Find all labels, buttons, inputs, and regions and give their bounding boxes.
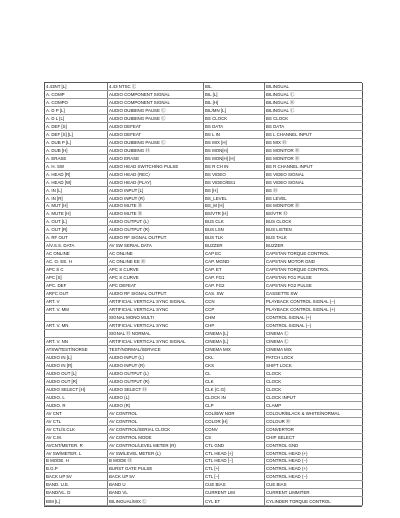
abbreviation-table <box>44 83 363 506</box>
abbreviation-cell: CTL GND <box>204 441 265 449</box>
table-row <box>45 417 363 425</box>
meaning-cell: BS MONITOR Ⓗ <box>265 146 363 154</box>
abbreviation-cell: AV CNT <box>45 409 108 417</box>
meaning-cell: AUDIO COMPONENT SIGNAL <box>108 90 204 98</box>
table-row <box>45 202 363 210</box>
abbreviation-cell: BS VIDEO/BS1 <box>204 178 265 186</box>
abbreviation-cell: BAND. U.E. <box>45 481 108 489</box>
meaning-cell: BAND VL <box>108 489 204 497</box>
meaning-cell: CINEMA Ⓛ <box>265 337 363 345</box>
meaning-cell: BUS CLOCK <box>265 218 363 226</box>
table-row <box>45 457 363 465</box>
meaning-cell: COLOUR/BLACK & WHITE/NORMAL <box>265 409 363 417</box>
table-row <box>45 361 363 369</box>
abbreviation-cell: A. RF OUT <box>45 234 108 242</box>
abbreviation-cell: BS [H] <box>204 186 265 194</box>
meaning-cell: BURST GATE PULSE <box>108 465 204 473</box>
abbreviation-cell: AV CTL <box>45 417 108 425</box>
table-row <box>45 83 363 90</box>
abbreviation-cell: APC S C <box>45 266 108 274</box>
abbreviation-cell: CINEMA MIX <box>204 345 265 353</box>
abbreviation-cell: AUDIO IN [R] <box>45 361 108 369</box>
meaning-cell: CLAMP <box>265 401 363 409</box>
meaning-cell: ARTIFICIAL VERTICAL SYNC SIGNAL <box>108 298 204 306</box>
abbreviation-cell: ART. V. MM <box>45 306 108 314</box>
abbreviation-cell: CONV <box>204 425 265 433</box>
abbreviation-cell: BUZZER <box>204 242 265 250</box>
meaning-cell: AUDIO SELECT Ⓗ <box>108 385 204 393</box>
abbreviation-cell: AV C.M. <box>45 433 108 441</box>
abbreviation-cell: A. D P [L] <box>45 106 108 114</box>
table-row <box>45 282 363 290</box>
abbreviation-cell: CHM <box>204 314 265 322</box>
abbreviation-cell: BIL [H] <box>204 98 265 106</box>
meaning-cell: 4.43 NTSC Ⓛ <box>108 83 204 90</box>
table-row <box>45 330 363 338</box>
meaning-cell: BS MONITOR Ⓗ <box>265 202 363 210</box>
abbreviation-cell: CCP <box>204 306 265 314</box>
abbreviation-cell: ATSW/TEST/NORSE <box>45 345 108 353</box>
abbreviation-cell: A. MUT [H] <box>45 202 108 210</box>
meaning-cell: BS VIDEO SIGNAL <box>265 170 363 178</box>
meaning-cell: TEST/NORMAL/SERVICE <box>108 345 204 353</box>
meaning-cell: AUDIO DUBBING PAUSE Ⓛ <box>108 114 204 122</box>
abbreviation-cell: CAP. FG2 <box>204 282 265 290</box>
meaning-cell: AUDIO INPUT (R) <box>108 194 204 202</box>
meaning-cell: BS DATA <box>265 122 363 130</box>
abbreviation-cell: AVCNT/METER. R <box>45 441 108 449</box>
meaning-cell: CLOCK <box>265 369 363 377</box>
abbreviation-cell: CTL [+] <box>204 465 265 473</box>
abbreviation-cell: A. D L [L] <box>45 114 108 122</box>
abbreviation-cell: COLOR [H] <box>204 417 265 425</box>
meaning-cell: BS L CHANNEL INPUT <box>265 130 363 138</box>
abbreviation-cell: BIM [L] <box>45 497 108 506</box>
abbreviation-cell: BACK UP 5V <box>45 473 108 481</box>
meaning-cell: BILINGUAL <box>265 83 363 90</box>
table-row <box>45 130 363 138</box>
meaning-cell: AUDIO DUBBING PAUSE Ⓛ <box>108 138 204 146</box>
abbreviation-cell: CTL HEAD [−] <box>204 457 265 465</box>
abbreviation-cell: CHP <box>204 322 265 330</box>
meaning-cell: PLAYBACK CONTROL SIGNAL (−) <box>265 298 363 306</box>
table-row <box>45 385 363 393</box>
abbreviation-cell: AV CTL/S.CLK <box>45 425 108 433</box>
abbreviation-cell: 4.43NT [L] <box>45 83 108 90</box>
table-row <box>45 369 363 377</box>
abbreviation-cell: CAP. MGND <box>204 258 265 266</box>
table-row <box>45 314 363 322</box>
table-row <box>45 393 363 401</box>
abbreviation-cell: A. HEAD [R] <box>45 170 108 178</box>
abbreviation-cell: CLP <box>204 401 265 409</box>
abbreviation-cell: BIL <box>204 83 265 90</box>
abbreviation-cell: CINEMA [L] <box>204 330 265 338</box>
meaning-cell: AUDIO COMPONENT SIGNAL <box>108 98 204 106</box>
abbreviation-cell: CLOCK IN <box>204 393 265 401</box>
table-row <box>45 218 363 226</box>
abbreviation-cell: CAS. SW <box>204 290 265 298</box>
abbreviation-cell: APC. DEF <box>45 282 108 290</box>
meaning-cell: CONTROL HEAD (+) <box>265 465 363 473</box>
meaning-cell: AV SW/LEVEL METER (L) <box>108 449 204 457</box>
table-row <box>45 154 363 162</box>
abbreviation-cell: CAP EC <box>204 250 265 258</box>
meaning-cell: BS MIX Ⓗ <box>265 138 363 146</box>
meaning-cell: BILINGUAL Ⓛ <box>265 90 363 98</box>
meaning-cell: CLOCK INPUT <box>265 393 363 401</box>
meaning-cell: AV CONTROL MODE <box>108 433 204 441</box>
abbreviation-cell: ART. V <box>45 298 108 306</box>
meaning-cell: SIGNAL MONO MULTI <box>108 314 204 322</box>
table-row <box>45 138 363 146</box>
abbreviation-cell: A. DEF [S] <box>45 122 108 130</box>
table-row <box>45 298 363 306</box>
abbreviation-cell: CLK (C.G) <box>204 385 265 393</box>
abbreviation-cell: A. IN [R] <box>45 194 108 202</box>
abbreviation-cell: A. DUB P [L] <box>45 138 108 146</box>
abbreviation-cell: A. OUT [L] <box>45 218 108 226</box>
abbreviation-cell: A. COMP <box>45 90 108 98</box>
meaning-cell: AUDIO OUTPUT (R) <box>108 226 204 234</box>
abbreviation-cell: CTL [−] <box>204 473 265 481</box>
meaning-cell: CLOCK <box>265 385 363 393</box>
meaning-cell: AV CONTROL <box>108 409 204 417</box>
abbreviation-cell: CUE BIAS <box>204 481 265 489</box>
meaning-cell: BS R CHANNEL INPUT <box>265 162 363 170</box>
table-row <box>45 441 363 449</box>
abbreviation-cell: BUS TLK <box>204 234 265 242</box>
abbreviation-cell: CTL HEAD [+] <box>204 449 265 457</box>
meaning-cell: AUDIO HEAD SWITCHING PULSE <box>108 162 204 170</box>
meaning-cell: AV CONTROL <box>108 417 204 425</box>
meaning-cell: BUZZER <box>265 242 363 250</box>
meaning-cell: CUE BIAS <box>265 481 363 489</box>
meaning-cell: CHIP SELECT <box>265 433 363 441</box>
abbreviation-cell: BS MIX [H] <box>204 138 265 146</box>
meaning-cell: AV CONTROL/LEVEL METER (R) <box>108 441 204 449</box>
table-row <box>45 178 363 186</box>
table-row <box>45 481 363 489</box>
meaning-cell: AUDIO RF SIGNAL OUTPUT <box>108 290 204 298</box>
meaning-cell: CONTROL SIGNAL (−) <box>265 322 363 330</box>
abbreviation-cell: ARFC OUT <box>45 290 108 298</box>
abbreviation-cell: BS MON[H] [H] <box>204 154 265 162</box>
abbreviation-cell: AUDIO OUT [L] <box>45 369 108 377</box>
table-row <box>45 409 363 417</box>
meaning-cell: AUDIO ERASE <box>108 154 204 162</box>
meaning-cell: ARTIFICIAL VERTICAL SYNC <box>108 306 204 314</box>
meaning-cell: BS MONITOR Ⓗ <box>265 154 363 162</box>
meaning-cell: AUDIO HEAD (PLAY) <box>108 178 204 186</box>
meaning-cell: APC S CURVE <box>108 274 204 282</box>
abbreviation-table-body <box>45 83 363 506</box>
meaning-cell: AUDIO DEFEAT <box>108 130 204 138</box>
abbreviation-cell: CS <box>204 433 265 441</box>
meaning-cell: B MODE Ⓗ <box>108 457 204 465</box>
abbreviation-cell <box>45 314 108 322</box>
abbreviation-cell: A. DUB [H] <box>45 146 108 154</box>
abbreviation-cell: ART. V. MN <box>45 322 108 330</box>
abbreviation-cell: BUS LSN <box>204 226 265 234</box>
abbreviation-cell: A/V.S.S. DATA <box>45 242 108 250</box>
table-row <box>45 322 363 330</box>
abbreviation-cell: BIL/MN [L] <box>204 106 265 114</box>
abbreviation-cell: CKL <box>204 353 265 361</box>
table-row <box>45 258 363 266</box>
abbreviation-cell: BAND/VL. D <box>45 489 108 497</box>
table-row <box>45 290 363 298</box>
meaning-cell: CONTROL SIGNAL (+) <box>265 314 363 322</box>
meaning-cell: AUDIO INPUT (R) <box>108 361 204 369</box>
table-row <box>45 250 363 258</box>
abbreviation-cell: AC. O. EE. H <box>45 258 108 266</box>
meaning-cell: CONVERTOR <box>265 425 363 433</box>
abbreviation-cell: BS CLOCK <box>204 114 265 122</box>
table-row <box>45 345 363 353</box>
table-row <box>45 497 363 506</box>
meaning-cell: AUDIO RF SIGNAL OUTPUT <box>108 234 204 242</box>
abbreviation-cell: AUDIO OUT [R] <box>45 377 108 385</box>
meaning-cell: CONTROL HEAD (−) <box>265 457 363 465</box>
abbreviation-cell: BS L IN <box>204 130 265 138</box>
meaning-cell: AC ONLINE <box>108 250 204 258</box>
table-row <box>45 433 363 441</box>
table-row <box>45 226 363 234</box>
table-row <box>45 234 363 242</box>
abbreviation-cell: APC [S] <box>45 274 108 282</box>
table-row <box>45 465 363 473</box>
abbreviation-cell: AC ONLINE <box>45 250 108 258</box>
meaning-cell: AUDIO MUTE Ⓗ <box>108 202 204 210</box>
meaning-cell: BUS TALK <box>265 234 363 242</box>
abbreviation-cell: BS/VTR [H] <box>204 210 265 218</box>
table-row <box>45 122 363 130</box>
abbreviation-cell: AUDIO. L <box>45 393 108 401</box>
meaning-cell: SIGNAL Ⓗ NORMAL <box>108 330 204 338</box>
table-row <box>45 146 363 154</box>
meaning-cell: AUDIO HEAD (REC) <box>108 170 204 178</box>
abbreviation-cell: BS R CH IN <box>204 162 265 170</box>
meaning-cell: BAND U <box>108 481 204 489</box>
table-row <box>45 449 363 457</box>
meaning-cell: PATCH LOCK <box>265 353 363 361</box>
abbreviation-cell: ART. V. NN <box>45 337 108 345</box>
meaning-cell: AUDIO OUTPUT (L) <box>108 369 204 377</box>
table-row <box>45 170 363 178</box>
meaning-cell: AUDIO INPUT [L] <box>108 186 204 194</box>
meaning-cell: CAPSTAN TORQUE CONTROL <box>265 266 363 274</box>
table-row <box>45 401 363 409</box>
meaning-cell: APC S CURVE <box>108 266 204 274</box>
abbreviation-cell: A. ERASE <box>45 154 108 162</box>
meaning-cell: AUDIO INPUT (L) <box>108 353 204 361</box>
abbreviation-cell: COL/B/W NOR <box>204 409 265 417</box>
meaning-cell: APC DEFEAT <box>108 282 204 290</box>
abbreviation-cell: CURRENT LIM <box>204 489 265 497</box>
abbreviation-cell: CAP. ET <box>204 266 265 274</box>
table-row <box>45 337 363 345</box>
abbreviation-cell: BS VIDEO <box>204 170 265 178</box>
abbreviation-cell: BS DATA <box>204 122 265 130</box>
meaning-cell: BACK UP 5V <box>108 473 204 481</box>
meaning-cell: BILINGUAL Ⓛ <box>265 106 363 114</box>
abbreviation-cell: B.G.P <box>45 465 108 473</box>
meaning-cell: CURRENT LIMMITER <box>265 489 363 497</box>
meaning-cell: AV SW SERIAL DATA <box>108 242 204 250</box>
meaning-cell: AUDIO DUBBING Ⓗ <box>108 146 204 154</box>
abbreviation-cell: A. IN [L] <box>45 186 108 194</box>
table-row <box>45 114 363 122</box>
meaning-cell: AV CONTROL/SERIAL CLOCK <box>108 425 204 433</box>
meaning-cell: CAPSTAN FG2 PULSE <box>265 282 363 290</box>
abbreviation-cell: B MODE. H <box>45 457 108 465</box>
abbreviation-cell: BS MON[H] <box>204 146 265 154</box>
abbreviation-cell: AUDIO IN [L] <box>45 353 108 361</box>
meaning-cell: AUDIO MUTE Ⓗ <box>108 210 204 218</box>
abbreviation-cell: AV SW/METER. L <box>45 449 108 457</box>
meaning-cell: CYLINDER TORQUE CONTROL <box>265 497 363 506</box>
meaning-cell: COLOUR Ⓗ <box>265 417 363 425</box>
meaning-cell: BILINGUAL/MIX Ⓛ <box>108 497 204 506</box>
meaning-cell: AUDIO OUTPUT (R) <box>108 377 204 385</box>
meaning-cell: CONTROL HEAD (+) <box>265 449 363 457</box>
abbreviation-cell: A. H. SW <box>45 162 108 170</box>
meaning-cell: BS Ⓗ <box>265 186 363 194</box>
meaning-cell: AUDIO DUBBING PAUSE Ⓛ <box>108 106 204 114</box>
abbreviation-cell: CKS <box>204 361 265 369</box>
abbreviation-cell: A. DEF [S] [L] <box>45 130 108 138</box>
meaning-cell: AUDIO (L) <box>108 393 204 401</box>
abbreviation-cell <box>45 330 108 338</box>
abbreviation-cell: AUDIO SELECT [H] <box>45 385 108 393</box>
abbreviation-cell: A. MUTE [H] <box>45 210 108 218</box>
table-row <box>45 425 363 433</box>
table-row <box>45 274 363 282</box>
table-row <box>45 353 363 361</box>
meaning-cell: CASSETTE SW <box>265 290 363 298</box>
abbreviation-cell: BS_LEVEL <box>204 194 265 202</box>
table-row <box>45 266 363 274</box>
meaning-cell: CLOCK <box>265 377 363 385</box>
table-row <box>45 473 363 481</box>
meaning-cell: CONTROL GND <box>265 441 363 449</box>
meaning-cell: CINEMA Ⓛ <box>265 330 363 338</box>
table-row <box>45 90 363 98</box>
table-row <box>45 98 363 106</box>
meaning-cell: CAPSTAN TORQUE CONTROL <box>265 250 363 258</box>
meaning-cell: PLAYBACK CONTROL SIGNAL (+) <box>265 306 363 314</box>
abbreviation-cell: A. OUT [R] <box>45 226 108 234</box>
meaning-cell: BS/VTR Ⓗ <box>265 210 363 218</box>
abbreviation-cell: CCN <box>204 298 265 306</box>
meaning-cell: ARTIFICIAL VERTICAL SYNC SIGNAL <box>108 337 204 345</box>
meaning-cell: AUDIO (R) <box>108 401 204 409</box>
meaning-cell: AUDIO DEFEAT <box>108 122 204 130</box>
table-row <box>45 162 363 170</box>
table-row <box>45 489 363 497</box>
table-row <box>45 377 363 385</box>
table-row <box>45 106 363 114</box>
meaning-cell: BS LEVEL <box>265 194 363 202</box>
meaning-cell: BS VIDEO SIGNAL <box>265 178 363 186</box>
abbreviation-table-sheet <box>44 82 362 507</box>
meaning-cell: BUS LISTEN <box>265 226 363 234</box>
meaning-cell: AUDIO OUTPUT (L) <box>108 218 204 226</box>
table-row <box>45 210 363 218</box>
abbreviation-cell: BUS CLK <box>204 218 265 226</box>
abbreviation-cell: CYL ET <box>204 497 265 506</box>
abbreviation-cell: CAP. FG1 <box>204 274 265 282</box>
table-row <box>45 242 363 250</box>
table-row <box>45 306 363 314</box>
meaning-cell: SHIFT LOCK <box>265 361 363 369</box>
abbreviation-cell: CL <box>204 369 265 377</box>
table-row <box>45 194 363 202</box>
meaning-cell: BS CLOCK <box>265 114 363 122</box>
abbreviation-cell: CLK <box>204 377 265 385</box>
abbreviation-cell: AUDIO. R <box>45 401 108 409</box>
abbreviation-cell: CINEMA [L] <box>204 337 265 345</box>
meaning-cell: ARTIFICIAL VERTICAL SYNC <box>108 322 204 330</box>
abbreviation-cell: BIL [L] <box>204 90 265 98</box>
meaning-cell: AC ONLINE EE Ⓗ <box>108 258 204 266</box>
meaning-cell: BILINGUAL Ⓗ <box>265 98 363 106</box>
meaning-cell: CONTROL HEAD (−) <box>265 473 363 481</box>
meaning-cell: CAPSTAN FG1 PULSE <box>265 274 363 282</box>
table-row <box>45 186 363 194</box>
meaning-cell: CAPSTAN MOTOR GND <box>265 258 363 266</box>
meaning-cell: CINEMA MIX <box>265 345 363 353</box>
abbreviation-cell: A. HEAD [W] <box>45 178 108 186</box>
abbreviation-cell: A. COMPO <box>45 98 108 106</box>
abbreviation-cell: BS_M [H] <box>204 202 265 210</box>
